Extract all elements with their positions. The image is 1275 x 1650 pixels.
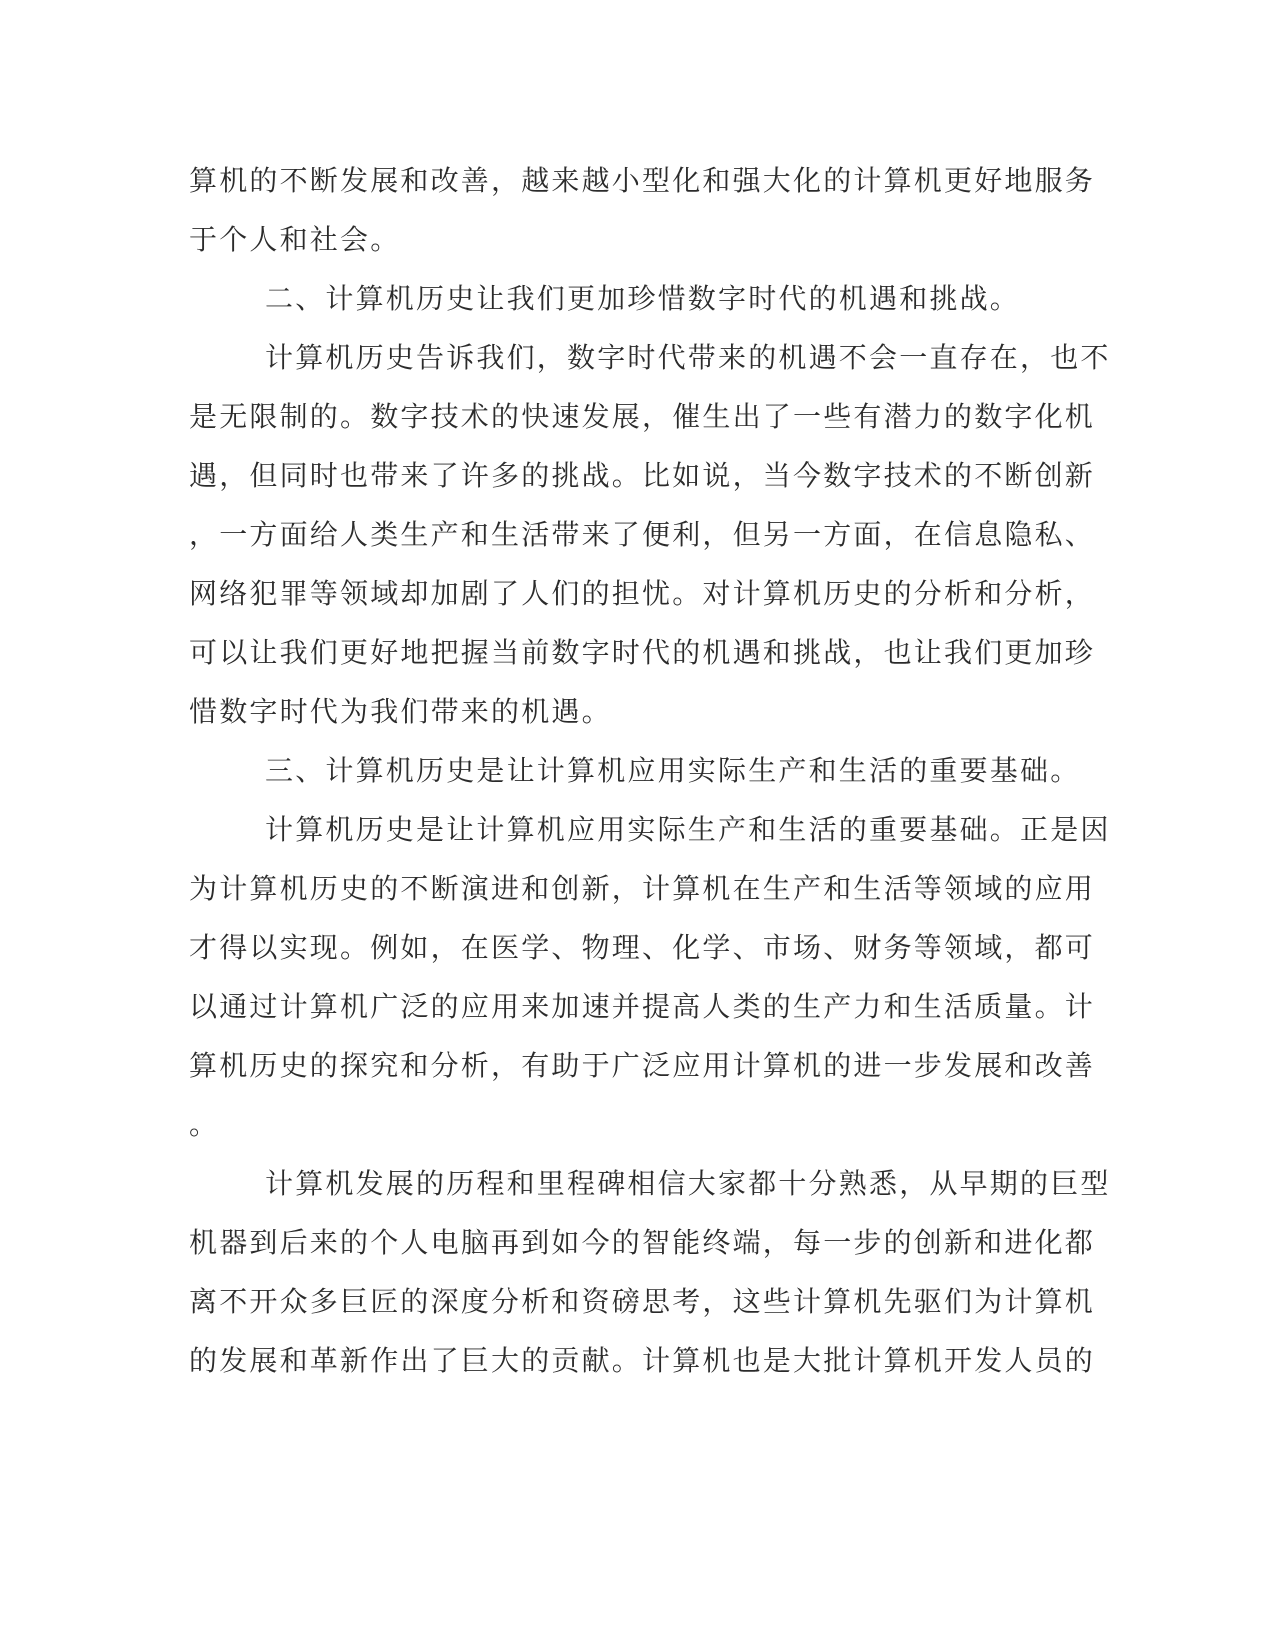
text-line: 惜数字时代为我们带来的机遇。 [189, 695, 612, 728]
text-line: 计算机历史告诉我们，数字时代带来的机遇不会一直存在，也不 [265, 341, 1111, 374]
text-line: 算机的不断发展和改善，越来越小型化和强大化的计算机更好地服务 [189, 164, 1096, 197]
text-line: 计算机发展的历程和里程碑相信大家都十分熟悉，从早期的巨型 [265, 1167, 1111, 1200]
text-line: 是无限制的。数字技术的快速发展，催生出了一些有潜力的数字化机 [189, 400, 1096, 433]
text-line: 于个人和社会。 [189, 223, 401, 256]
text-line: 才得以实现。例如，在医学、物理、化学、市场、财务等领域，都可 [189, 931, 1096, 964]
section-heading-2: 二、计算机历史让我们更加珍惜数字时代的机遇和挑战。 [265, 282, 1021, 315]
text-line: ，一方面给人类生产和生活带来了便利，但另一方面，在信息隐私、 [189, 518, 1096, 551]
text-line: 。 [189, 1108, 220, 1141]
text-line: 机器到后来的个人电脑再到如今的智能终端，每一步的创新和进化都 [189, 1226, 1096, 1259]
text-line: 网络犯罪等领域却加剧了人们的担忧。对计算机历史的分析和分析， [189, 577, 1096, 610]
text-line: 以通过计算机广泛的应用来加速并提高人类的生产力和生活质量。计 [189, 990, 1096, 1023]
text-line: 为计算机历史的不断演进和创新，计算机在生产和生活等领域的应用 [189, 872, 1096, 905]
text-line: 离不开众多巨匠的深度分析和资磅思考，这些计算机先驱们为计算机 [189, 1285, 1096, 1318]
section-heading-3: 三、计算机历史是让计算机应用实际生产和生活的重要基础。 [265, 754, 1081, 787]
text-line: 可以让我们更好地把握当前数字时代的机遇和挑战，也让我们更加珍 [189, 636, 1096, 669]
text-line: 计算机历史是让计算机应用实际生产和生活的重要基础。正是因 [265, 813, 1111, 846]
text-line: 遇，但同时也带来了许多的挑战。比如说，当今数字技术的不断创新 [189, 459, 1096, 492]
text-line: 的发展和革新作出了巨大的贡献。计算机也是大批计算机开发人员的 [189, 1344, 1096, 1377]
text-line: 算机历史的探究和分析，有助于广泛应用计算机的进一步发展和改善 [189, 1049, 1096, 1082]
